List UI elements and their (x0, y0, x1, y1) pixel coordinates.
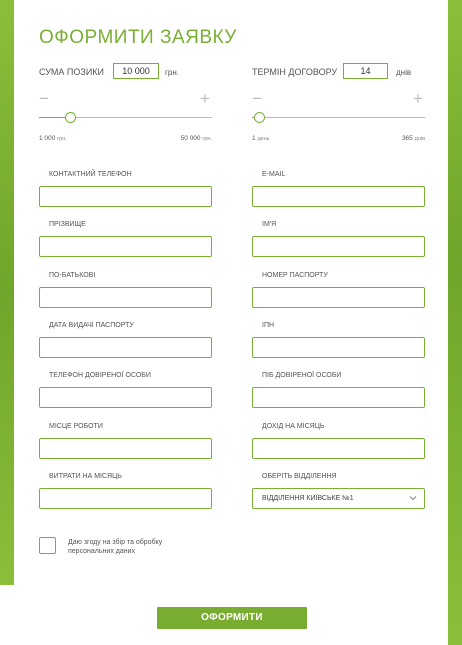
submit-button[interactable]: ОФОРМИТИ (157, 607, 307, 629)
loan-min-value: 1 000 (39, 135, 56, 142)
term-slider-thumb[interactable] (254, 112, 265, 123)
ipn-label: ІПН (262, 322, 275, 329)
term-slider-track[interactable] (252, 117, 425, 118)
patronymic-label: ПО-БАТЬКОВІ (49, 272, 96, 279)
phone-label: КОНТАКТНИЙ ТЕЛЕФОН (49, 171, 132, 178)
branch-label: ОБЕРІТЬ ВІДДІЛЕННЯ (262, 473, 337, 480)
income-input[interactable] (252, 438, 425, 459)
passport-date-input[interactable] (39, 337, 212, 358)
term-plus-button[interactable]: + (413, 89, 423, 108)
application-form-card (14, 0, 448, 645)
trusted-phone-input[interactable] (39, 387, 212, 408)
workplace-input[interactable] (39, 438, 212, 459)
surname-label: ПРІЗВИЩЕ (49, 221, 86, 228)
loan-min-unit: грн. (57, 136, 67, 142)
surname-input[interactable] (39, 236, 212, 257)
email-label: E-MAIL (262, 171, 286, 178)
passport-number-input[interactable] (252, 287, 425, 308)
term-range-max (365, 135, 425, 142)
loan-minus-button[interactable]: − (39, 89, 49, 108)
branch-selected-value: ВІДДІЛЕННЯ КИЇВСЬКЕ №1 (262, 495, 354, 502)
term-min-unit: день (257, 136, 270, 142)
term-range-min (252, 135, 270, 142)
loan-max-unit: грн. (202, 136, 212, 142)
email-input[interactable] (252, 186, 425, 207)
patronymic-input[interactable] (39, 287, 212, 308)
background-left-stripe (0, 0, 14, 585)
trusted-phone-label: ТЕЛЕФОН ДОВІРЕНОЇ ОСОБИ (49, 372, 151, 379)
term-unit: днів (396, 68, 412, 77)
loan-slider-track[interactable] (39, 117, 212, 118)
phone-input[interactable] (39, 186, 212, 207)
name-input[interactable] (252, 236, 425, 257)
loan-max-value: 50 000 (180, 135, 201, 142)
consent-text: Даю згоду на збір та обробку персональних даних (68, 539, 163, 555)
branch-select[interactable] (252, 488, 425, 509)
term-input[interactable]: 14 (343, 63, 388, 79)
loan-amount-input[interactable]: 10 000 (113, 63, 159, 79)
loan-amount-label: СУМА ПОЗИКИ (39, 67, 105, 77)
passport-date-label: ДАТА ВИДАЧІ ПАСПОРТУ (49, 322, 134, 329)
background-right-stripe (448, 0, 462, 645)
passport-number-label: НОМЕР ПАСПОРТУ (262, 272, 328, 279)
income-label: ДОХІД НА МІСЯЦЬ (262, 423, 325, 430)
term-minus-button[interactable]: − (252, 89, 262, 108)
loan-amount-unit: грн. (165, 68, 180, 77)
chevron-down-icon (409, 494, 417, 502)
trusted-name-input[interactable] (252, 387, 425, 408)
trusted-name-label: ПІБ ДОВІРЕНОЇ ОСОБИ (262, 372, 342, 379)
term-max-unit: днів (414, 136, 425, 142)
name-label: ІМ'Я (262, 221, 277, 228)
loan-slider-thumb[interactable] (65, 112, 76, 123)
term-min-value: 1 (252, 135, 256, 142)
term-label: ТЕРМІН ДОГОВОРУ (252, 67, 338, 77)
expenses-label: ВИТРАТИ НА МІСЯЦЬ (49, 473, 122, 480)
ipn-input[interactable] (252, 337, 425, 358)
form-title: ОФОРМИТИ ЗАЯВКУ (39, 27, 237, 48)
consent-checkbox[interactable] (39, 537, 56, 554)
loan-range-min (39, 135, 67, 142)
loan-range-max (152, 135, 212, 142)
workplace-label: МІСЦЕ РОБОТИ (49, 423, 103, 430)
loan-plus-button[interactable]: + (200, 89, 210, 108)
term-max-value: 365 (401, 135, 413, 142)
expenses-input[interactable] (39, 488, 212, 509)
